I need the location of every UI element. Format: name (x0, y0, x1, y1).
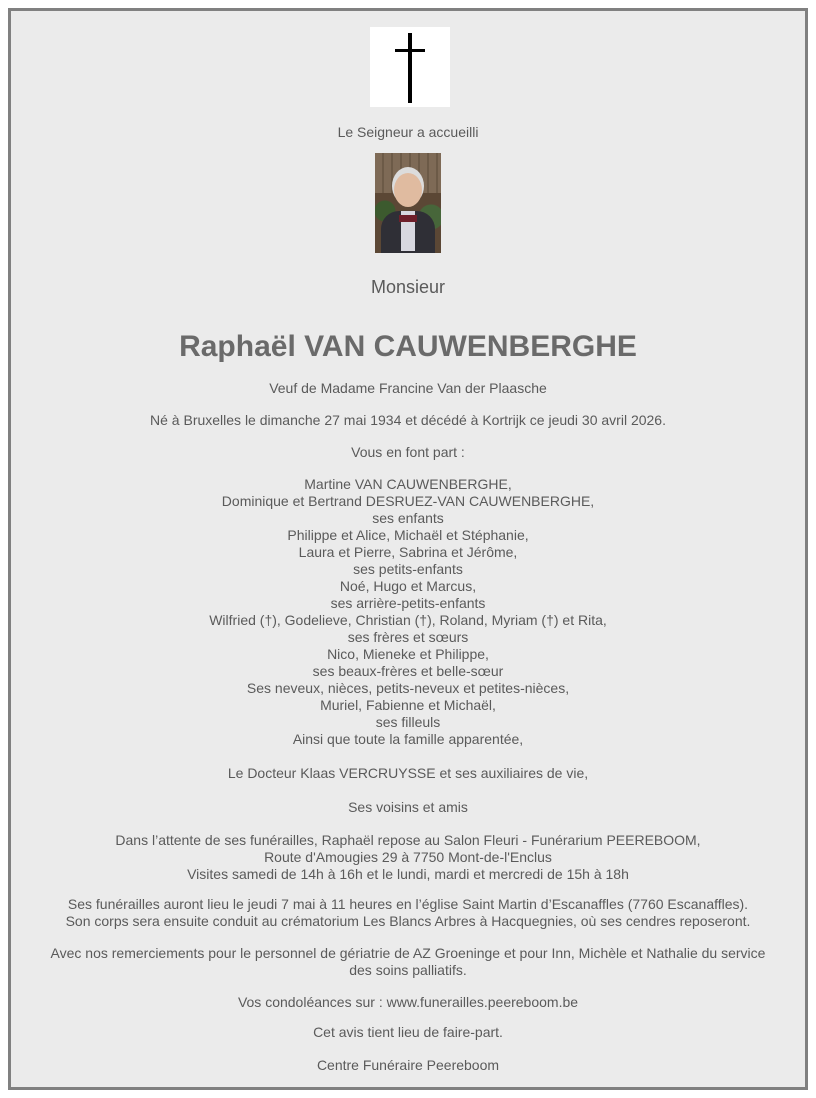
family-line: ses enfants (372, 510, 444, 526)
family-line: Philippe et Alice, Michaël et Stéphanie, (287, 527, 529, 543)
thanks-line: Avec nos remerciements pour le personnel de gériatrie de AZ Groeninge et pour Inn, Michèle et Nathalie du service (50, 945, 766, 961)
family-line: Martine VAN CAUWENBERGHE, (304, 476, 512, 492)
family-line: Noé, Hugo et Marcus, (339, 578, 477, 594)
neighbours-line: Ses voisins et amis (348, 799, 468, 815)
rest-line: Dans l’attente de ses funérailles, Raphaël repose au Salon Fleuri - Funérarium PEEREBOOM, (115, 832, 701, 848)
family-line: Muriel, Fabienne et Michaël, (320, 697, 496, 713)
funeral-paragraph (11, 896, 805, 930)
family-line: Ses neveux, nièces, petits-neveux et petites-nièces, (246, 680, 570, 696)
doctor-line: Le Docteur Klaas VERCRUYSSE et ses auxiliaires de vie, (227, 765, 589, 781)
birth-death-line: Né à Bruxelles le dimanche 27 mai 1934 et décédé à Kortrijk ce jeudi 30 avril 2026. (150, 412, 666, 428)
family-line: ses beaux-frères et belle-sœur (312, 663, 504, 679)
family-list (11, 476, 805, 748)
family-line: ses filleuls (375, 714, 441, 730)
intro-text: Le Seigneur a accueilli (337, 124, 479, 140)
rest-line: Route d'Amougies 29 à 7750 Mont-de-l'Enclus (264, 849, 552, 865)
announce-line: Vous en font part : (351, 444, 465, 460)
portrait-photo (375, 153, 441, 253)
rest-line: Visites samedi de 14h à 16h et le lundi, mardi et mercredi de 15h à 18h (187, 866, 629, 882)
family-line: Laura et Pierre, Sabrina et Jérôme, (298, 544, 518, 560)
obituary-card (8, 8, 808, 1090)
thanks-line: des soins palliatifs. (349, 962, 467, 978)
rest-paragraph (11, 832, 805, 883)
family-line: Ainsi que toute la famille apparentée, (292, 731, 524, 747)
thanks-paragraph (11, 945, 805, 979)
cross-icon (370, 27, 450, 107)
funeral-line: Son corps sera ensuite conduit au crématorium Les Blancs Arbres à Hacquegnies, où ses cendres reposeront. (65, 913, 751, 929)
widow-line: Veuf de Madame Francine Van der Plaasche (269, 380, 547, 396)
honorific: Monsieur (370, 277, 446, 297)
family-line: ses petits-enfants (353, 561, 463, 577)
funeral-line: Ses funérailles auront lieu le jeudi 7 mai à 11 heures en l’église Saint Martin d’Escanaffles (7760 Escanaffles). (67, 896, 749, 912)
deceased-name: Raphaël VAN CAUWENBERGHE (179, 330, 637, 363)
family-line: Dominique et Bertrand DESRUEZ-VAN CAUWENBERGHE, (221, 493, 595, 509)
family-line: Wilfried (†), Godelieve, Christian (†), Roland, Myriam (†) et Rita, (209, 612, 607, 628)
funeral-center-name: Centre Funéraire Peereboom (316, 1057, 500, 1073)
notice-line: Cet avis tient lieu de faire-part. (313, 1024, 503, 1040)
condolences-line: Vos condoléances sur : www.funerailles.peereboom.be (237, 994, 579, 1010)
family-line: Nico, Mieneke et Philippe, (327, 646, 489, 662)
family-line: ses frères et sœurs (347, 629, 469, 645)
family-line: ses arrière-petits-enfants (330, 595, 486, 611)
